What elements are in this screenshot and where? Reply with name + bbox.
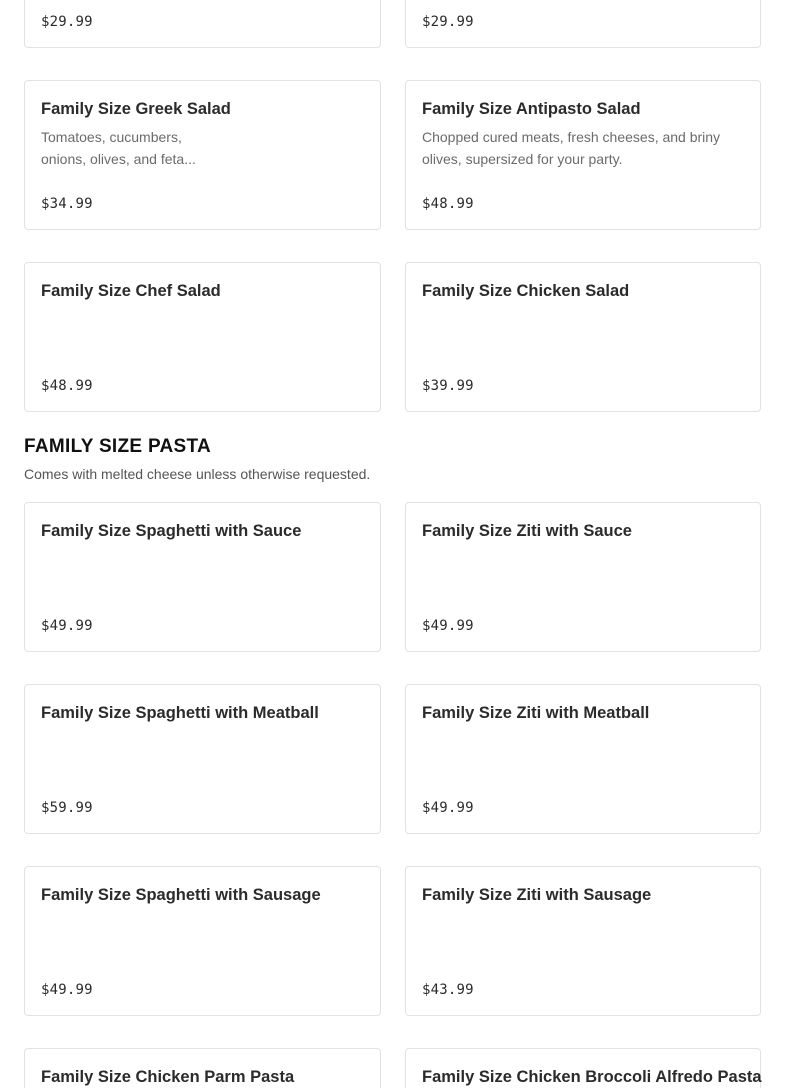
menu-item-card[interactable]	[405, 0, 761, 48]
item-name: Family Size Ziti with Sausage	[422, 886, 652, 904]
menu-item-card[interactable]	[405, 80, 761, 230]
menu-item-card[interactable]	[405, 866, 761, 1016]
item-name: Family Size Chef Salad	[41, 282, 221, 300]
menu-item-card[interactable]	[405, 502, 761, 652]
menu-item-card[interactable]	[24, 502, 381, 652]
item-name: Family Size Greek Salad	[41, 100, 231, 118]
item-name: Family Size Chicken Parm Pasta	[41, 1068, 295, 1086]
item-name: Family Size Chicken Salad	[422, 282, 630, 300]
menu-item-card[interactable]	[405, 1048, 761, 1088]
item-price: $34.99	[41, 196, 93, 212]
menu-item-card[interactable]	[24, 262, 381, 412]
item-description: Chopped cured meats, fresh cheeses, and briny olives, supersized for your party.	[422, 129, 721, 167]
item-price: $49.99	[422, 800, 474, 816]
menu-item-card[interactable]	[405, 684, 761, 834]
menu-item-card[interactable]	[24, 684, 381, 834]
menu-item-card[interactable]	[405, 262, 761, 412]
item-name: Family Size Spaghetti with Sauce	[41, 522, 302, 540]
item-price: $29.99	[422, 14, 474, 30]
item-price: $29.99	[41, 14, 93, 30]
item-price: $48.99	[41, 378, 93, 394]
item-price: $43.99	[422, 982, 474, 998]
item-name: Family Size Spaghetti with Meatball	[41, 704, 319, 722]
item-name: Family Size Spaghetti with Sausage	[41, 886, 321, 904]
item-price: $48.99	[422, 196, 474, 212]
item-price: $49.99	[41, 618, 93, 634]
item-description: Tomatoes, cucumbers, onions, olives, and feta...	[41, 129, 196, 167]
section-title: FAMILY SIZE PASTA	[24, 436, 212, 457]
menu-item-card[interactable]	[24, 1048, 381, 1088]
item-name: Family Size Chicken Broccoli Alfredo Pasta	[422, 1068, 762, 1086]
menu-item-card[interactable]	[24, 80, 381, 230]
item-name: Family Size Antipasto Salad	[422, 100, 641, 118]
item-price: $39.99	[422, 378, 474, 394]
menu-item-card[interactable]	[24, 0, 381, 48]
section-description: Comes with melted cheese unless otherwise requested.	[24, 466, 371, 482]
item-name: Family Size Ziti with Sauce	[422, 522, 632, 540]
item-price: $49.99	[422, 618, 474, 634]
menu-item-card[interactable]	[24, 866, 381, 1016]
item-price: $59.99	[41, 800, 93, 816]
item-name: Family Size Ziti with Meatball	[422, 704, 650, 722]
item-price: $49.99	[41, 982, 93, 998]
